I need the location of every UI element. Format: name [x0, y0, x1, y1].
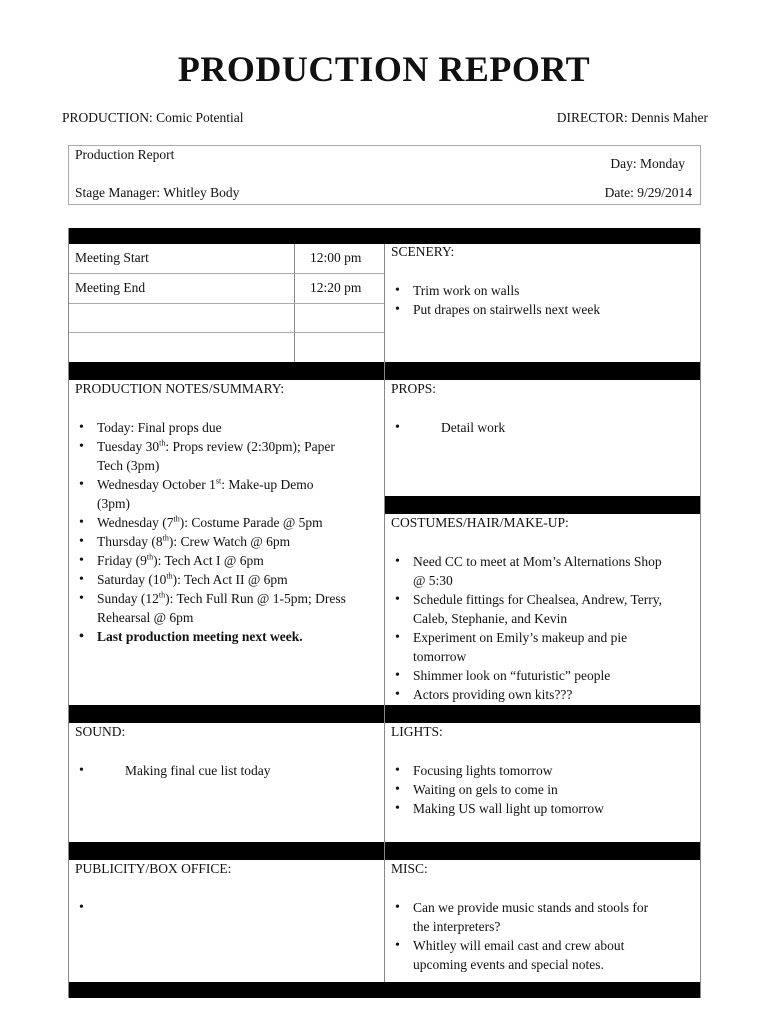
list-item: • Saturday (10th): Tech Act II @ 6pm: [75, 570, 380, 589]
list-item: • Friday (9th): Tech Act I @ 6pm: [75, 551, 380, 570]
meeting-table-line: [69, 332, 384, 333]
misc-list: [391, 898, 696, 974]
meeting-table-line: [69, 303, 384, 304]
meeting-start-label: Meeting Start: [75, 250, 149, 265]
list-item: • Sunday (12th): Tech Full Run @ 1-5pm; Dress Rehearsal @ 6pm: [75, 589, 380, 627]
list-item: • Tuesday 30th: Props review (2:30pm); Paper Tech (3pm): [75, 437, 380, 475]
director-name: DIRECTOR: Dennis Maher: [556, 110, 708, 125]
sound-heading: SOUND:: [75, 724, 126, 739]
list-item: • Experiment on Emily’s makeup and pie tomorrow: [391, 628, 696, 666]
publicity-heading: PUBLICITY/BOX OFFICE:: [75, 861, 232, 876]
list-item: • Whitley will email cast and crew about upcoming events and special notes.: [391, 936, 696, 974]
list-item: • Focusing lights tomorrow: [391, 761, 604, 780]
lights-heading: LIGHTS:: [391, 724, 443, 739]
separator-bar: [384, 496, 700, 514]
list-item: • Detail work: [391, 418, 505, 437]
scenery-list: [391, 281, 600, 319]
notes-heading: PRODUCTION NOTES/SUMMARY:: [75, 381, 285, 396]
sound-list: [75, 761, 270, 780]
report-info-box: [68, 145, 701, 205]
list-item: • Today: Final props due: [75, 418, 380, 437]
stage-manager: Stage Manager: Whitley Body: [75, 185, 240, 200]
report-label: Production Report: [75, 147, 175, 162]
meeting-end-time: 12:20 pm: [310, 280, 362, 295]
list-item: • Thursday (8th): Crew Watch @ 6pm: [75, 532, 380, 551]
props-heading: PROPS:: [391, 381, 437, 396]
lights-list: [391, 761, 604, 818]
list-item: • Schedule fittings for Chealsea, Andrew, Terry, Caleb, Stephanie, and Kevin: [391, 590, 696, 628]
scenery-heading: SCENERY:: [391, 244, 455, 259]
column-divider: [384, 244, 385, 982]
separator-bar: [69, 228, 700, 244]
list-item: • Actors providing own kits???: [391, 685, 696, 704]
list-item: • Trim work on walls: [391, 281, 600, 300]
report-grid: [68, 228, 701, 998]
report-day: Day: Monday: [610, 156, 685, 171]
props-list: [391, 418, 505, 437]
list-item: • Can we provide music stands and stools for the interpreters?: [391, 898, 696, 936]
production-name: PRODUCTION: Comic Potential: [62, 110, 244, 125]
meeting-table-line: [69, 273, 384, 274]
list-item: • Last production meeting next week.: [75, 627, 380, 646]
report-date: Date: 9/29/2014: [604, 185, 692, 200]
list-item: • Making final cue list today: [75, 761, 270, 780]
list-item: • Wednesday (7th): Costume Parade @ 5pm: [75, 513, 380, 532]
meeting-start-time: 12:00 pm: [310, 250, 362, 265]
list-item: • Shimmer look on “futuristic” people: [391, 666, 696, 685]
list-item: • Wednesday October 1st: Make-up Demo (3pm): [75, 475, 380, 513]
page-title: PRODUCTION REPORT: [177, 49, 591, 89]
separator-bar: [69, 982, 700, 998]
misc-heading: MISC:: [391, 861, 428, 876]
list-item: • Making US wall light up tomorrow: [391, 799, 604, 818]
list-item: • Need CC to meet at Mom’s Alternations Shop @ 5:30: [391, 552, 696, 590]
meeting-end-label: Meeting End: [75, 280, 146, 295]
list-item: • Put drapes on stairwells next week: [391, 300, 600, 319]
notes-list: [75, 418, 380, 646]
costumes-heading: COSTUMES/HAIR/MAKE-UP:: [391, 515, 569, 530]
costumes-list: [391, 552, 696, 704]
list-item: • Waiting on gels to come in: [391, 780, 604, 799]
